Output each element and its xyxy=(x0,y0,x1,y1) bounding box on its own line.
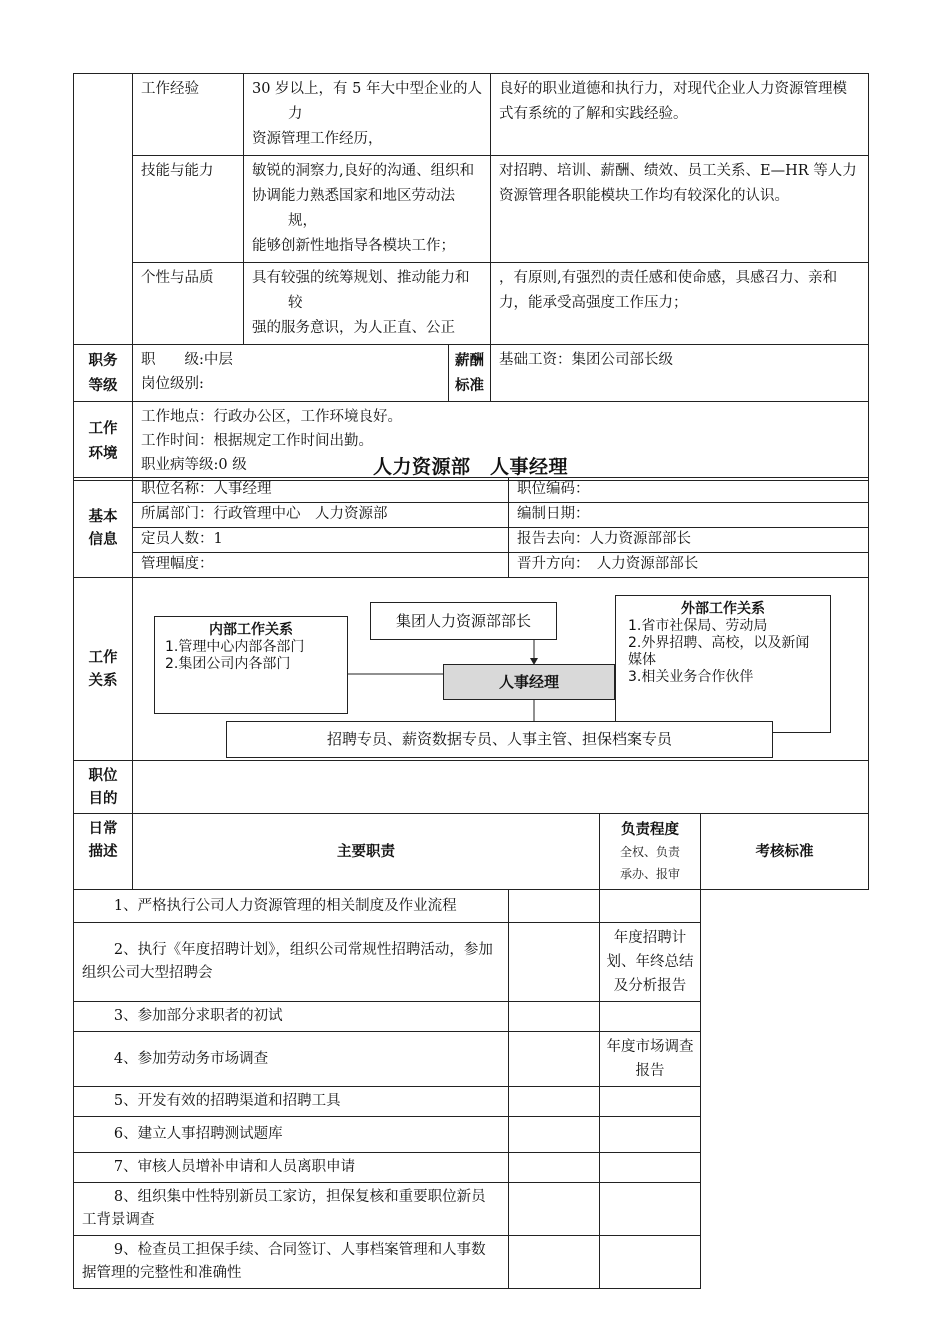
grade-label: 职务等级 xyxy=(74,345,133,402)
degree-sub1: 全权、负责 xyxy=(619,845,680,859)
duty-row xyxy=(74,1002,869,1032)
relation-diagram xyxy=(133,578,869,761)
requirement-line: 敏锐的洞察力,良好的沟通、组织和 xyxy=(252,163,475,179)
internal-relation-item: 2.集团公司内各部门 xyxy=(165,656,291,672)
duty-row xyxy=(74,1032,869,1087)
requirement-line: 规， xyxy=(288,213,317,229)
external-relation-item: 3.相关业务合作伙伴 xyxy=(628,669,754,685)
duty-degree xyxy=(509,1002,600,1032)
requirement-label: 个性与品质 xyxy=(133,263,244,345)
salary-value: 基础工资：集团公司部长级 xyxy=(491,345,869,402)
duty-standard xyxy=(600,1087,701,1117)
standard-header: 考核标准 xyxy=(701,814,869,890)
duty-degree xyxy=(509,1032,600,1087)
requirement-line: 资源管理工作经历， xyxy=(252,131,383,147)
superior-label: 集团人力资源部部长 xyxy=(395,612,531,630)
duty-standard xyxy=(600,1002,701,1032)
basic-info-right: 职位编码： xyxy=(509,478,869,503)
basic-info-right: 报告去向：人力资源部部长 xyxy=(509,528,869,553)
basic-info-row xyxy=(74,503,869,528)
main-duty-header: 主要职责 xyxy=(133,814,600,890)
daily-label: 日常描述 xyxy=(74,814,133,890)
duty-standard xyxy=(600,1153,701,1183)
environment-label: 工作环境 xyxy=(74,402,133,481)
duty-text: 8、组织集中性特别新员工家访，担保复核和重要职位新员工背景调查 xyxy=(74,1183,509,1236)
requirement-row xyxy=(74,263,869,345)
position-label: 人事经理 xyxy=(498,673,559,691)
duty-row xyxy=(74,1236,869,1289)
requirement-extra: 对招聘、培训、薪酬、绩效、员工关系、E—HR 等人力资源管理各职能模块工作均有较深化的认识。 xyxy=(491,156,869,263)
requirement-line: 具有较强的统筹规划、推动能力和 xyxy=(252,270,470,286)
environment-line: 工作地点：行政办公区，工作环境良好。 xyxy=(141,409,402,425)
duty-standard: 年度市场调查报告 xyxy=(600,1032,701,1087)
previous-requirements-table xyxy=(73,73,869,481)
basic-info-left: 所属部门：行政管理中心 人力资源部 xyxy=(133,503,509,528)
requirement-extra: ，有原则,有强烈的责任感和使命感，具感召力、亲和力，能承受高强度工作压力； xyxy=(491,263,869,345)
external-relations-box xyxy=(615,595,831,733)
blank-label-cell xyxy=(74,74,133,345)
duty-text: 4、参加劳动务市场调查 xyxy=(74,1032,509,1087)
requirement-line: 较 xyxy=(288,295,303,311)
basic-info-right: 编制日期： xyxy=(509,503,869,528)
basic-info-label: 基本信息 xyxy=(74,478,133,578)
basic-info-left: 职位名称：人事经理 xyxy=(133,478,509,503)
duty-degree xyxy=(509,1236,600,1289)
internal-relations-list xyxy=(165,639,337,673)
duty-standard: 年度招聘计划、年终总结及分析报告 xyxy=(600,923,701,1002)
duty-text: 3、参加部分求职者的初试 xyxy=(74,1002,509,1032)
basic-info-left: 管理幅度： xyxy=(133,553,509,578)
purpose-label: 职位目的 xyxy=(74,761,133,814)
grade-info xyxy=(133,345,449,402)
superior-box xyxy=(370,602,557,640)
external-relations-list xyxy=(628,618,818,686)
external-relation-item: 2.外界招聘、高校，以及新闻媒体 xyxy=(628,635,810,668)
requirement-line: 30 岁以上，有 5 年大中型企业的人 xyxy=(252,81,483,97)
requirement-line: 能够创新性地指导各模块工作； xyxy=(252,238,455,254)
external-relations-title: 外部工作关系 xyxy=(681,601,765,617)
basic-info-row xyxy=(74,528,869,553)
duty-degree xyxy=(509,1117,600,1153)
basic-info-right: 晋升方向： 人力资源部部长 xyxy=(509,553,869,578)
requirement-extra: 良好的职业道德和执行力，对现代企业人力资源管理模式有系统的了解和实践经验。 xyxy=(491,74,869,156)
internal-relations-box xyxy=(154,616,348,714)
duty-text: 5、开发有效的招聘渠道和招聘工具 xyxy=(74,1087,509,1117)
duty-row xyxy=(74,1087,869,1117)
duty-standard xyxy=(600,1236,701,1289)
requirement-row xyxy=(74,74,869,156)
duty-degree xyxy=(509,1087,600,1117)
duty-degree xyxy=(509,890,600,923)
salary-label: 薪酬标准 xyxy=(449,345,491,402)
duty-degree xyxy=(509,1183,600,1236)
external-relation-item: 1.省市社保局、劳动局 xyxy=(628,618,768,634)
duty-text: 6、建立人事招聘测试题库 xyxy=(74,1117,509,1153)
duty-row xyxy=(74,890,869,923)
environment-line: 工作时间：根据规定工作时间出勤。 xyxy=(141,433,373,449)
internal-relation-item: 1.管理中心内部各部门 xyxy=(165,639,305,655)
grade-line: 职 级:中层 xyxy=(141,352,233,368)
requirement-detail xyxy=(244,156,491,263)
requirement-label: 工作经验 xyxy=(133,74,244,156)
duty-row xyxy=(74,1153,869,1183)
requirement-row xyxy=(74,156,869,263)
requirement-line: 协调能力熟悉国家和地区劳动法 xyxy=(252,188,455,204)
duty-text: 1、严格执行公司人力资源管理的相关制度及作业流程 xyxy=(74,890,509,923)
duty-standard xyxy=(600,1117,701,1153)
duty-degree xyxy=(509,923,600,1002)
basic-info-row xyxy=(74,478,869,503)
requirement-detail xyxy=(244,263,491,345)
requirement-label: 技能与能力 xyxy=(133,156,244,263)
job-description-table xyxy=(73,477,869,1289)
degree-sub2: 承办、报审 xyxy=(619,867,680,881)
duty-standard xyxy=(600,890,701,923)
duty-text: 2、执行《年度招聘计划》，组织公司常规性招聘活动，参加组织公司大型招聘会 xyxy=(74,923,509,1002)
page-title: 人力资源部 人事经理 xyxy=(372,456,568,478)
duty-degree xyxy=(509,1153,600,1183)
basic-info-row xyxy=(74,553,869,578)
basic-info-left: 定员人数：1 xyxy=(133,528,509,553)
relation-label: 工作关系 xyxy=(74,578,133,761)
degree-header xyxy=(600,814,701,890)
subordinates-label: 招聘专员、薪资数据专员、人事主管、担保档案专员 xyxy=(326,730,672,748)
duty-text: 9、检查员工担保手续、合同签订、人事档案管理和人事数据管理的完整性和准确性 xyxy=(74,1236,509,1289)
requirement-line: 力 xyxy=(288,106,303,122)
duty-standard xyxy=(600,1183,701,1236)
duty-row xyxy=(74,1183,869,1236)
requirement-detail xyxy=(244,74,491,156)
duty-row xyxy=(74,923,869,1002)
degree-title: 负责程度 xyxy=(621,821,679,838)
internal-relations-title: 内部工作关系 xyxy=(209,622,293,638)
duty-row xyxy=(74,1117,869,1153)
post-level-line: 岗位级别: xyxy=(141,376,204,392)
environment-line: 职业病等级:0 级 xyxy=(141,457,247,473)
duty-text: 7、审核人员增补申请和人员离职申请 xyxy=(74,1153,509,1183)
position-box xyxy=(443,664,615,700)
purpose-value xyxy=(133,761,869,814)
requirement-line: 强的服务意识，为人正直、公正 xyxy=(252,320,455,336)
subordinates-box xyxy=(226,721,773,758)
